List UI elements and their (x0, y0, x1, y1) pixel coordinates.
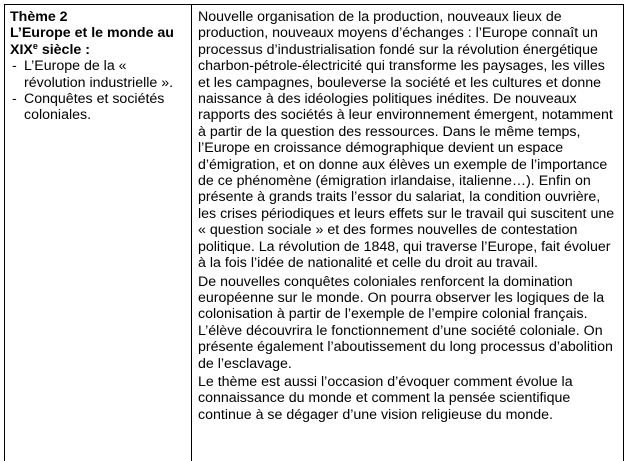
theme-title-main: L’Europe et le monde au XIX (10, 25, 174, 58)
content-paragraph: Le thème est aussi l’occasion d’évoquer comment évolue la connaissance du monde et comment la pensée scientifique continue à se dégager d’une vision religieuse du monde. (198, 373, 573, 423)
topic-list (10, 58, 191, 124)
theme-title-superscript: e (32, 40, 38, 51)
theme-number: Thème 2 (10, 9, 68, 25)
program-table (4, 4, 624, 461)
topic-item: - L’Europe de la « révolution industrielle ». (10, 58, 191, 91)
content-cell (192, 5, 623, 461)
content-paragraph: De nouvelles conquêtes coloniales renforcent la domination européenne sur le monde. On pourra observer les logiques de la colonisation à partir de l’exemple de l’empire colonial français. L’élève découvrira le fonctionnement d’une société coloniale. On présente également l’aboutissement du long processus d’abolition de l’esclavage. (198, 273, 613, 372)
content-paragraph: Nouvelle organisation de la production, nouveaux lieux de production, nouveaux moyens d’échanges : l’Europe connaît un processus d’industrialisation fondé sur la révolution énergétique charbon-pétrole-électricité qui transforme les paysages, les villes et les campagnes, bouleverse la société et les cultures et donne naissance à des idéologies politiques inédites. De nouveaux rapports des sociétés à leur environnement émergent, notamment à partir de la question des ressources. Dans le même temps, l’Europe en croissance démographique devient un espace d’émigration, et on donne aux élèves un exemple de l’importance de ce phénomène (émigration irlandaise, italienne…). Enfin on présente à grands traits l’essor du salariat, la condition ouvrière, les crises périodiques et leurs effets sur le travail qui suscitent une « question sociale » et des formes nouvelles de contestation politique. La révolution de 1848, qui traverse l’Europe, fait évoluer à la fois l’idée de nationalité et celle du droit au travail. (198, 9, 615, 272)
theme-title-end: siècle : (37, 41, 90, 58)
theme-cell (5, 5, 192, 461)
topic-item: - Conquêtes et sociétés coloniales. (10, 91, 191, 124)
theme-title (10, 25, 191, 58)
